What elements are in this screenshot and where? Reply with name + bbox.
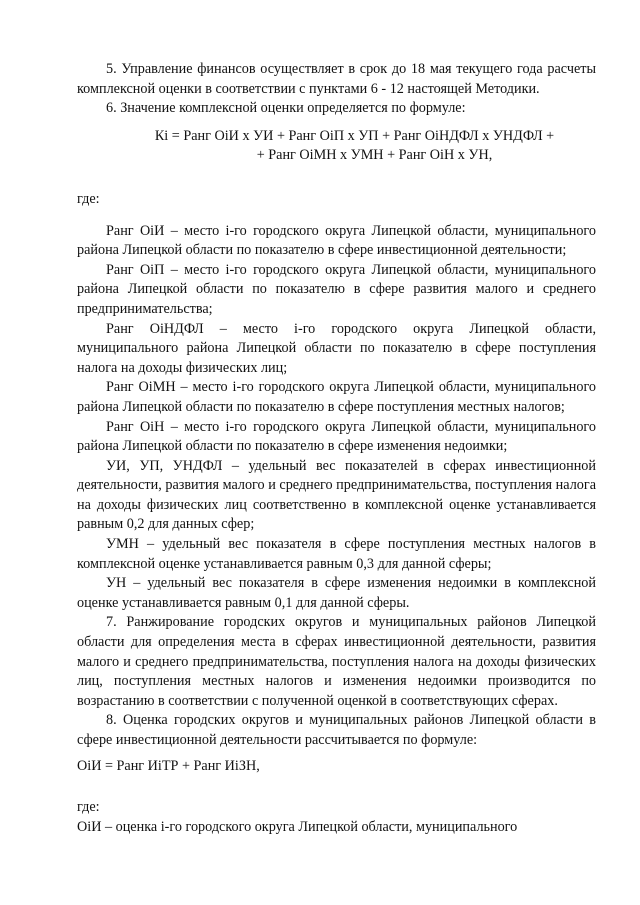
- definition-weight-local-taxes: УМН – удельный вес показателя в сфере поступления местных налогов в комплексной оценке устанавливается равным 0,3 для данной сферы;: [77, 536, 596, 572]
- where-label: где:: [77, 190, 100, 207]
- definition-rank-local-taxes: Ранг OiМН – место i-го городского округа Липецкой области, муниципального района Липецкой области по показателю в сфере поступления местных налогов;: [77, 379, 596, 415]
- paragraph-8: 8. Оценка городских округов и муниципальных районов Липецкой области в сфере инвестиционной деятельности рассчитывается по формуле:: [77, 712, 596, 748]
- definition-rank-income-tax: Ранг OiНДФЛ – место i-го городского округа Липецкой области, муниципального района Липецкой области по показателю в сфере поступления налога на доходы физических лиц;: [77, 320, 596, 376]
- investment-score-formula: OiИ = Ранг ИiТР + Ранг ИiЗН,: [77, 757, 260, 774]
- paragraph-7: 7. Ранжирование городских округов и муниципальных районов Липецкой области для определения места в сферах инвестиционной деятельности, развития малого и среднего предпринимательства, поступления налога на доходы физических лиц, поступления местных налогов и изменения недоимки производится по возрастанию в соответствии с полученной оценкой в соответствующих сферах.: [77, 614, 596, 709]
- paragraph-6: 6. Значение комплексной оценки определяется по формуле:: [106, 100, 466, 117]
- where-label-2: где:: [77, 799, 100, 816]
- definition-rank-arrears: Ранг OiН – место i-го городского округа Липецкой области, муниципального района Липецкой области по показателю в сфере изменения недоимки;: [77, 418, 596, 455]
- document-body: [77, 60, 596, 837]
- formula-line-2: + Ранг OiМН х УМН + Ранг OiН х УН,: [256, 147, 493, 164]
- formula-line-1: Кi = Ранг OiИ х УИ + Ранг OiП х УП + Ранг OiНДФЛ х УНДФЛ +: [154, 127, 555, 144]
- definition-score-investment: OiИ – оценка i-го городского округа Липецкой области, муниципального: [77, 818, 518, 835]
- definition-rank-business: Ранг OiП – место i-го городского округа Липецкой области, муниципального района Липецкой области по показателю в сфере развития малого и среднего предпринимательства;: [77, 261, 596, 317]
- definition-weight-arrears: УН – удельный вес показателя в сфере изменения недоимки в комплексной оценке устанавливается равным 0,1 для данной сферы.: [77, 575, 596, 611]
- definition-weights: УИ, УП, УНДФЛ – удельный вес показателей в сферах инвестиционной деятельности, развития малого и среднего предпринимательства, поступления налога на доходы физических лиц соответственно в комплексной оценке устанавливается равным 0,2 для данных сфер;: [77, 457, 596, 533]
- definition-rank-investment: Ранг OiИ – место i-го городского округа Липецкой области, муниципального района Липецкой области по показателю в сфере инвестиционной деятельности;: [77, 222, 596, 259]
- paragraph-5: 5. Управление финансов осуществляет в срок до 18 мая текущего года расчеты комплексной оценки в соответствии с пунктами 6 - 12 настоящей Методики.: [77, 61, 596, 97]
- complex-score-formula: [77, 127, 596, 166]
